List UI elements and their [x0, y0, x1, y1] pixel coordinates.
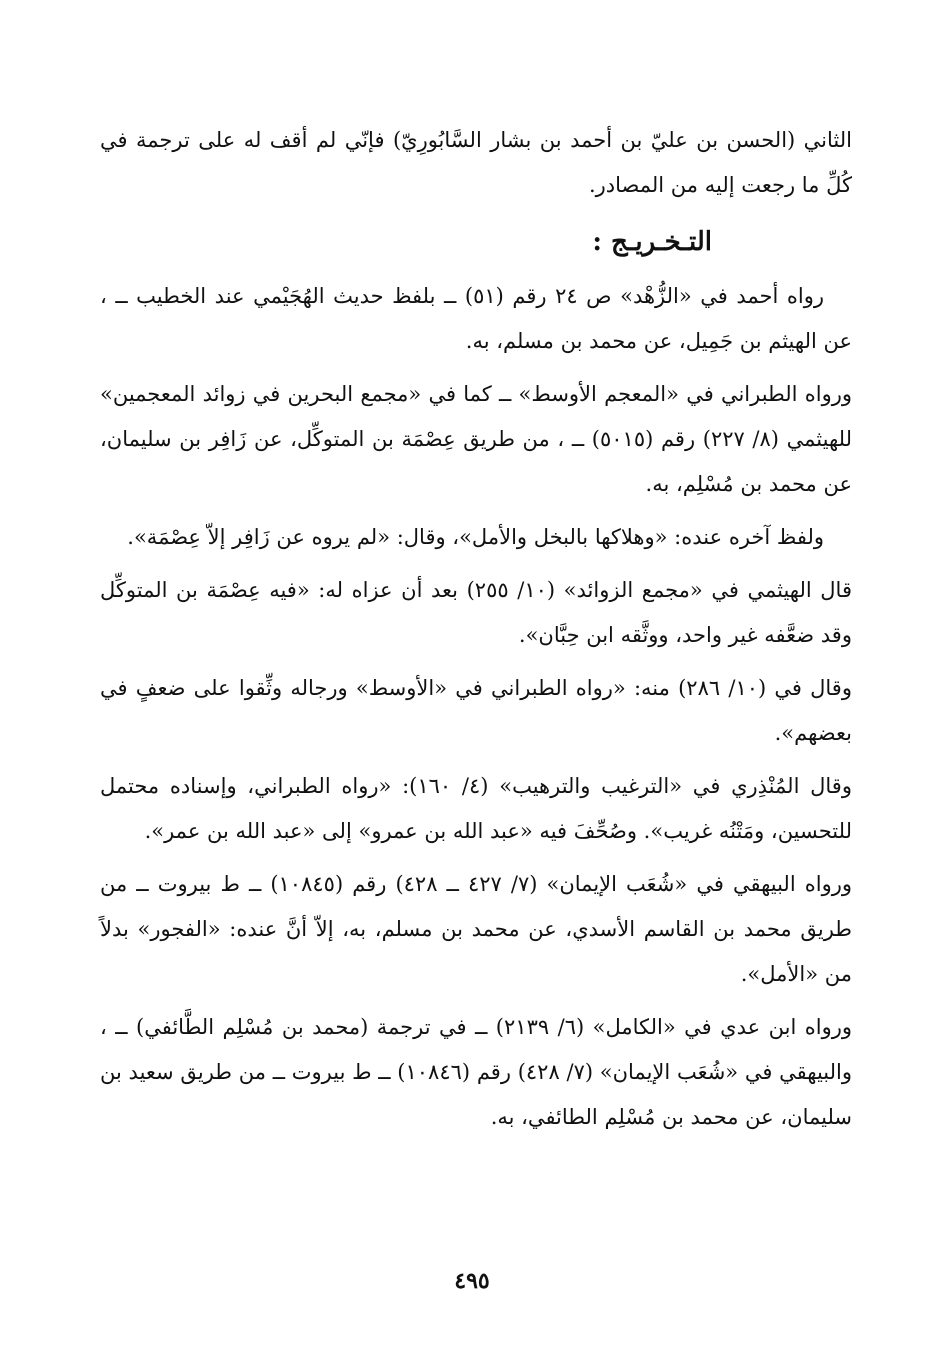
paragraph-mundhiri: وقال المُنْذِري في «الترغيب والترهيب» (٤/ ١٦٠): «رواه الطبراني، وإسناده محتمل للتحسين، ومَتْنُه غريب». وصُحِّفَ فيه «عبد الله بن عمرو» إلى «عبد الله بن عمر».: [100, 774, 852, 843]
paragraph-ahmad-zuhd: رواه أحمد في «الزُّهْد» ص ٢٤ رقم (٥١) ــ بلفظ حديث الهُجَيْمي عند الخطيب ــ ، عن الهيثم بن جَمِيل، عن محمد بن مسلم، به.: [100, 284, 852, 353]
page-number: ٤٩٥: [454, 1268, 490, 1294]
paragraph-lafz-akhirih: ولفظ آخره عنده: «وهلاكها بالبخل والأمل»، وقال: «لم يروه عن زَافِر إلاّ عِصْمَة».: [127, 525, 824, 549]
page-body: [100, 118, 852, 1148]
section-heading-takhrij: التـخـريـج :: [592, 227, 712, 257]
paragraph-ibn-adi-kamil: ورواه ابن عدي في «الكامل» (٦/ ٢١٣٩) ــ في ترجمة (محمد بن مُسْلِم الطَّائفي) ــ ، والبيهقي في «شُعَب الإيمان» (٧/ ٤٢٨) رقم (١٠٨٤٦) ــ ط بيروت ــ من طريق سعيد بن سليمان، عن محمد بن مُسْلِم الطائفي، به.: [100, 1015, 852, 1129]
paragraph-translator-note: الثاني (الحسن بن عليّ بن أحمد بن بشار السَّابُورِيّ) فإنّي لم أقف له على ترجمة في كُلِّ ما رجعت إليه من المصادر.: [100, 128, 852, 197]
paragraph-haythami-second: وقال في (١٠/ ٢٨٦) منه: «رواه الطبراني في «الأوسط» ورجاله وثِّقوا على ضعفٍ في بعضهم».: [100, 676, 852, 745]
paragraph-bayhaqi-shuab: ورواه البيهقي في «شُعَب الإيمان» (٧/ ٤٢٧ ــ ٤٢٨) رقم (١٠٨٤٥) ــ ط بيروت ــ من طريق محمد بن القاسم الأسدي، عن محمد بن مسلم، به، إلاّ أنَّ عنده: «الفجور» بدلاً من «الأمل».: [100, 872, 852, 986]
paragraph-tabarani-awsat: ورواه الطبراني في «المعجم الأوسط» ــ كما في «مجمع البحرين في زوائد المعجمين» للهيثمي (٨/ ٢٢٧) رقم (٥٠١٥) ــ ، من طريق عِصْمَة بن المتوكِّل، عن زَافِر بن سليمان، عن محمد بن مُسْلِم، به.: [100, 382, 852, 496]
paragraph-haythami-majma: قال الهيثمي في «مجمع الزوائد» (١٠/ ٢٥٥) بعد أن عزاه له: «فيه عِصْمَة بن المتوكِّل وقد ضعَّفه غير واحد، ووثَّقه ابن حِبَّان».: [100, 578, 852, 647]
